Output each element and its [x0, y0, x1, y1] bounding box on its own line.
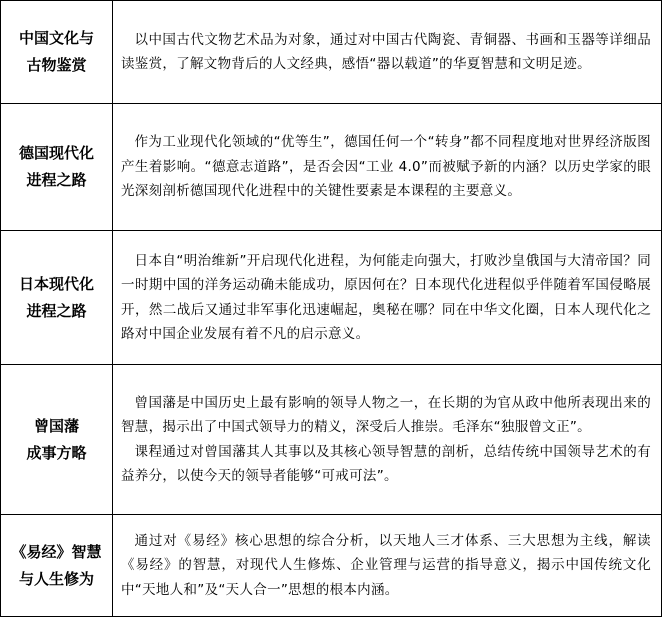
- course-title-line: 古物鉴赏: [26, 56, 87, 74]
- course-row: [1, 231, 662, 365]
- course-row: [1, 365, 662, 515]
- course-title-line: 德国现代化: [18, 144, 94, 162]
- course-description: 日本自“明治维新”开启现代化进程，为何能走向强大，打败沙皇俄国与大清帝国？同一时期中国的洋务运动确未能成功，原因何在？日本现代化进程似乎伴随着军国侵略展开，然二战后又通过非军事化迅速崛起，奥秘在哪？同在中华文化圈，日本人现代化之路对中国企业发展有着不凡的启示意义。: [121, 252, 651, 342]
- course-description: 曾国藩是中国历史上最有影响的领导人物之一，在长期的为官从政中他所表现出来的智慧，揭示出了中国式领导力的精义，深受后人推崇。毛泽东“独服曾文正”。: [121, 394, 651, 435]
- course-description-cell: [113, 104, 662, 231]
- course-title-line: 成事方略: [26, 443, 87, 462]
- course-description-cell: [113, 365, 662, 515]
- course-title-line: 曾国藩: [33, 416, 79, 435]
- course-description: 课程通过对曾国藩其人其事以及其核心领导智慧的剖析，总结传统中国领导艺术的有益养分，以使今天的领导者能够“可戒可法”。: [121, 443, 651, 484]
- course-title-line: 与人生修为: [18, 569, 94, 588]
- course-row: [1, 1, 662, 104]
- course-title-cell: [1, 231, 113, 365]
- course-row: [1, 515, 662, 617]
- course-title-cell: [1, 365, 113, 515]
- course-title-line: 中国文化与: [18, 29, 94, 47]
- course-description: 通过对《易经》核心思想的综合分析，以天地人三才体系、三大思想为主线，解读《易经》的智慧，对现代人生修炼、企业管理与运营的指导意义，揭示中国传统文化中“天地人和”及“天人合一”思想的根本内涵。: [121, 532, 651, 598]
- course-title-line: 进程之路: [26, 301, 87, 320]
- course-title-line: 《易经》智慧: [11, 542, 102, 561]
- course-title-line: 进程之路: [26, 171, 87, 189]
- course-description-cell: [113, 515, 662, 617]
- course-title-cell: [1, 1, 113, 104]
- course-title-cell: [1, 515, 113, 617]
- course-description-cell: [113, 231, 662, 365]
- course-description-cell: [113, 1, 662, 104]
- course-title-cell: [1, 104, 113, 231]
- course-description: 作为工业现代化领域的“优等生”，德国任何一个“转身”都不同程度地对世界经济版图产生着影响。“德意志道路”，是否会因“工业 4.0”而被赋予新的内涵？以历史学家的眼光深刻剖析德国现代化进程中的关键性要素是本课程的主要意义。: [121, 134, 651, 200]
- course-row: [1, 104, 662, 231]
- course-title-line: 日本现代化: [18, 274, 94, 293]
- course-description: 以中国古代文物艺术品为对象，通过对中国古代陶瓷、青铜器、书画和玉器等详细品读鉴赏，了解文物背后的人文经典，感悟“器以载道”的华夏智慧和文明足迹。: [121, 31, 651, 72]
